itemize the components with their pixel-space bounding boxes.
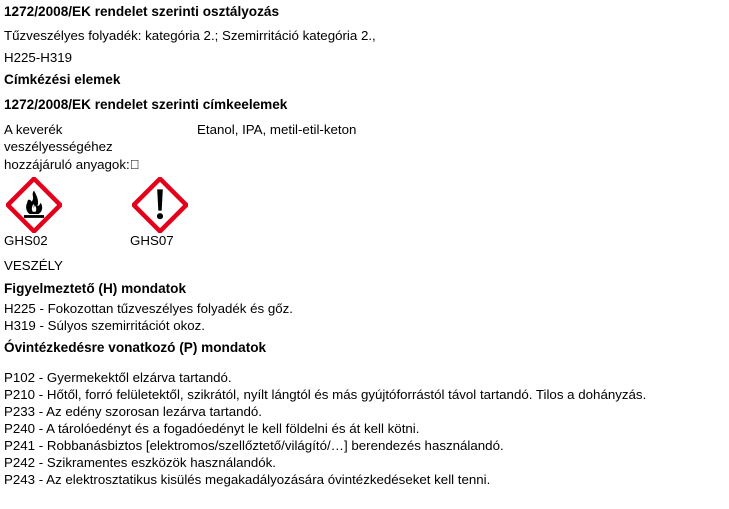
signal-word: VESZÉLY — [4, 258, 63, 273]
contributing-label-line-3: hozzájáruló anyagok:  — [4, 156, 140, 172]
heading-label-elements: Címkézési elemek — [4, 72, 121, 87]
precaution-statement: P240 - A tárolóedényt és a fogadóedényt le kell földelni és át kell kötni. — [4, 421, 420, 436]
ghs07-pictogram — [132, 177, 188, 233]
precaution-statement: P102 - Gyermekektől elzárva tartandó. — [4, 370, 232, 385]
flame-icon — [6, 177, 62, 233]
ghs02-pictogram — [6, 177, 62, 233]
hazard-statement: H225 - Fokozottan tűzveszélyes folyadék és gőz. — [4, 301, 293, 316]
contributing-label-line-2: veszélyességéhez — [4, 139, 113, 155]
sds-label-section — [4, 0, 729, 509]
contributing-label-line-1: A keverék — [4, 122, 63, 137]
heading-label-elements-regulation: 1272/2008/EK rendelet szerinti címkeelemek — [4, 97, 288, 112]
contributing-substances-label — [4, 121, 204, 173]
classification-text-line-2: H225-H319 — [4, 50, 73, 65]
exclamation-icon — [132, 177, 188, 233]
precaution-statement: P241 - Robbanásbiztos [elektromos/szellőztető/világító/…] berendezés használandó. — [4, 438, 504, 453]
precaution-statement: P243 - Az elektrosztatikus kisülés megakadályozására óvintézkedéseket kell tenni. — [4, 472, 491, 487]
precaution-statement: P233 - Az edény szorosan lezárva tartandó. — [4, 404, 262, 419]
heading-precaution-statements: Óvintézkedésre vonatkozó (P) mondatok — [4, 340, 267, 355]
heading-classification: 1272/2008/EK rendelet szerinti osztályozás — [4, 4, 280, 19]
ghs07-code: GHS07 — [130, 233, 174, 248]
hazard-statement: H319 - Súlyos szemirritációt okoz. — [4, 318, 205, 333]
precaution-statement: P242 - Szikramentes eszközök használandók. — [4, 455, 276, 470]
contributing-substances-value: Etanol, IPA, metil-etil-keton — [197, 122, 357, 137]
classification-text-line-1: Tűzveszélyes folyadék: kategória 2.; Szemirritáció kategória 2., — [4, 28, 376, 43]
heading-hazard-statements: Figyelmeztető (H) mondatok — [4, 281, 187, 296]
ghs02-code: GHS02 — [4, 233, 48, 248]
precaution-statement: P210 - Hőtől, forró felületektől, szikrától, nyílt lángtól és más gyújtóforrástól távol tartandó. Tilos a dohányzás. — [4, 387, 647, 402]
